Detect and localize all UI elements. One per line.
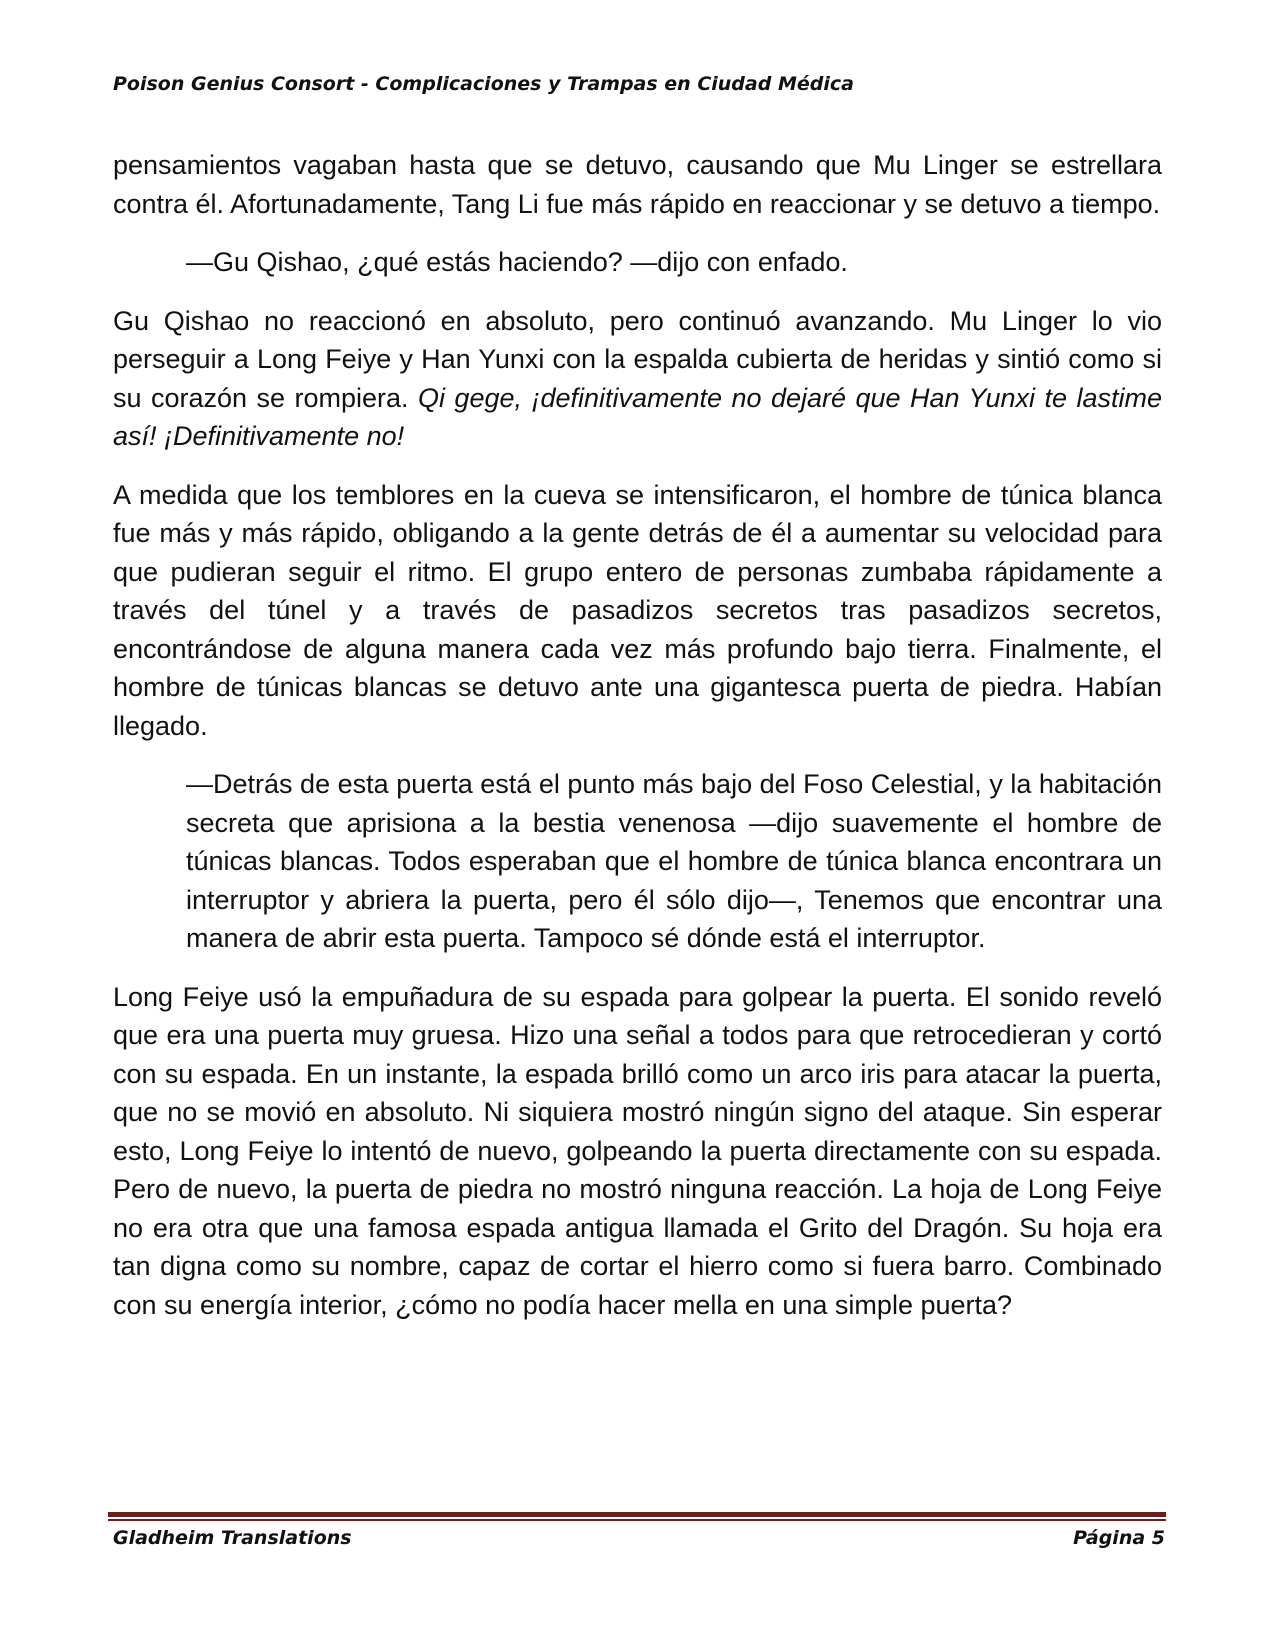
footer-rule-thin [108,1519,1166,1521]
paragraph-3-text: Gu Qishao no reaccionó en absoluto, pero continuó avanzando. Mu Linger lo vio perseguir a Long Feiye y Han Yunxi con la espalda cubierta de heridas y sintió como si su corazón se rompiera. [113,305,1162,413]
paragraph-5-dialogue: —Detrás de esta puerta está el punto más bajo del Foso Celestial, y la habitación secreta que aprisiona a la bestia venenosa —dijo suavemente el hombre de túnicas blancas. Todos esperaban que el hombre de túnica blanca encontrara un interruptor y abriera la puerta, pero él sólo dijo—, Tenemos que encontrar una manera de abrir esta puerta. Tampoco sé dónde está el interruptor. [186,769,1162,953]
paragraph-4: A medida que los temblores en la cueva se intensificaron, el hombre de túnica blanca fue más y más rápido, obligando a la gente detrás de él a aumentar su velocidad para que pudieran seguir el ritmo. El grupo entero de personas zumbaba rápidamente a través del túnel y a través de pasadizos secretos tras pasadizos secretos, encontrándose de alguna manera cada vez más profundo bajo tierra. Finalmente, el hombre de túnicas blancas se detuvo ante una gigantesca puerta de piedra. Habían llegado. [113,479,1162,741]
paragraph-3 [113,302,1162,456]
paragraph-2-dialogue: —Gu Qishao, ¿qué estás haciendo? —dijo con enfado. [186,247,848,277]
footer-page-number: Página 5 [1073,1527,1165,1549]
paragraph-1: pensamientos vagaban hasta que se detuvo, causando que Mu Linger se estrellara contra él. Afortunadamente, Tang Li fue más rápido en reaccionar y se detuvo a tiempo. [113,150,1162,219]
page-body [113,146,1162,1344]
footer-rule-thick [108,1512,1166,1517]
footer-publisher: Gladheim Translations [113,1527,352,1549]
paragraph-6: Long Feiye usó la empuñadura de su espada para golpear la puerta. El sonido reveló que era una puerta muy gruesa. Hizo una señal a todos para que retrocedieran y cortó con su espada. En un instante, la espada brilló como un arco iris para atacar la puerta, que no se movió en absoluto. Ni siquiera mostró ningún signo del ataque. Sin esperar esto, Long Feiye lo intentó de nuevo, golpeando la puerta directamente con su espada. Pero de nuevo, la puerta de piedra no mostró ninguna reacción. La hoja de Long Feiye no era otra que una famosa espada antigua llamada el Grito del Dragón. Su hoja era tan digna como su nombre, capaz de cortar el hierro como si fuera barro. Combinado con su energía interior, ¿cómo no podía hacer mella en una simple puerta? [113,981,1162,1320]
running-header: Poison Genius Consort - Complicaciones y Trampas en Ciudad Médica [113,73,854,95]
paragraph-3-thought: Qi gege, ¡definitivamente no dejaré que Han Yunxi te lastime así! ¡Definitivamente no! [113,382,1162,451]
